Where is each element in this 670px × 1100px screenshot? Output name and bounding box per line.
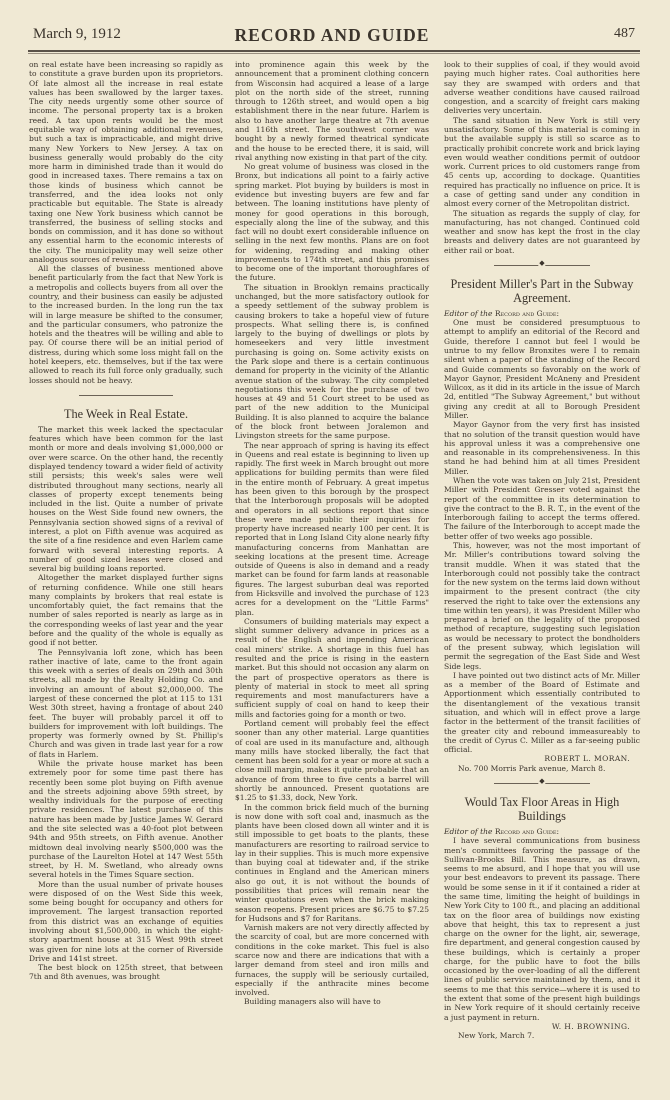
paragraph: In the common brick field much of the burning is now done with soft coal and, inasmuch as the plants have been closed down all winter and it is still impossible to get boats to the plants, these manufacturers are resorting to railroad service to lay in their supplies. This is much more expensive than buying coal at tidewater and, if the strike continues in England and the American miners also go out, it is not without the bounds of possibilities that prices will remain near the winter quotations even when the brick making season reopens. Present prices are $6.75 to $7.25 for Hudsons and $7 for Raritans. bbox=[235, 802, 429, 923]
section-divider bbox=[29, 385, 223, 405]
paragraph: I have several communications from business men's committees favoring the passage of the Sullivan-Brooks Bill. This measure, as drawn, seems to me absurd, and I hope that you will use your best endeavors to prevent its passage. There would be some sense in it if it contained a rider at the same time, limiting the height of buildings in New York City to 100 ft., and placing an additional tax on the floor area of buildings now existing above that height, this tax to represent a just charge on the owner for the light, air, sewerage, fire department, and general congestion caused by these buildings, which is certainly a proper charge, for the public have to foot the bills occasioned by the over-loading of all the different lines of public service maintained by them, and it seems to me that this service—where it is used to the extent that some of the present high buildings in New York require of it should certainly receive a just payment in return. bbox=[444, 836, 640, 1022]
paragraph: The best block on 125th street, that between 7th and 8th avenues, was brought bbox=[29, 963, 223, 982]
section-divider bbox=[444, 255, 640, 275]
letter-signature: ROBERT L. MORAN. bbox=[544, 754, 630, 764]
letter-place-date: No. 700 Morris Park avenue, March 8. bbox=[458, 763, 606, 773]
column-2 bbox=[235, 60, 429, 1007]
byline-prefix: Editor of the bbox=[444, 308, 493, 318]
byline-publication: Record and Guide: bbox=[494, 308, 560, 318]
letter-byline bbox=[444, 309, 640, 318]
paragraph: One must be considered presumptuous to attempt to amplify an editorial of the Record and Guide, therefore I cannot but feel I would be untrue to my fellow Bronxites were I to remain silent when a paper of the standing of the Record and Guide comments so favorably on the work of Mayor Gaynor, President McAneny and President Willcox, as it did in its article in the issue of March 2d, entitled "The Subway Agreement," but without giving any credit at all to Borough President Miller. bbox=[444, 318, 640, 420]
byline-publication: Record and Guide: bbox=[494, 826, 560, 836]
paragraph: Mayor Gaynor from the very first has insisted that no solution of the transit question would have his approval unless it was a comprehensive one and reasonable in its comprehensiveness. In this stand he had behind him at all times President Miller. bbox=[444, 420, 640, 476]
paragraph: All the classes of business mentioned above benefit particularly from the fact that New York is a metropolis and collects buyers from all over the country, and their business can easily be adjusted to the increased burden. In the long run the tax will in large measure be shifted to the consumer, and the particular consumers, who patronize the hotels and the theatres will be willing and able to pay. Of course there will be an initial period of distress, during which some loss might fall on the hotel keepers, etc. themselves, but if the tax were allowed to reach its full force only gradually, such losses should not be heavy. bbox=[29, 264, 223, 385]
byline-prefix: Editor of the bbox=[444, 826, 493, 836]
masthead: RECORD AND GUIDE bbox=[234, 25, 430, 45]
paragraph: The near approach of spring is having its effect in Queens and real estate is beginning to liven up rapidly. The first week in March brought out more applications for building permits than were filed in the entire month of February. A great impetus has been given to this borough by the prospect that the Interborough proposals will be adopted and operators in all sections report that since these were made public their inquiries for property have increased nearly 100 per cent. It is reported that in Long Island City alone nearly fifty manufacturing concerns from Manhattan are seeking locations at the present time. Acreage outside of Queens is also in demand and a ready market can be found for farm lands at reasonable figures. The largest suburban deal was reported from Hicksville and involved the purchase of 123 acres for a development on the "Little Farms" plan. bbox=[235, 440, 429, 617]
paragraph: When the vote was taken on July 21st, President Miller with President Gresser voted against the report of the committee in its determination to give the contract to the B. R. T., in the event of the Interborough failing to accept the terms offered. The failure of the Interborough to accept made the better offer of two weeks ago possible. bbox=[444, 475, 640, 541]
header-rule-thin bbox=[28, 53, 640, 54]
paragraph: into prominence again this week by the announcement that a prominent clothing concern from Wisconsin had acquired a lease of a large plot on the north side of the street, running through to 126th street, and would open a big establishment there in the near future. Harlem is also to have another large theatre at 7th avenue and 116th street. The southwest corner was bought by a newly formed theatrical syndicate and the house to be erected there, it is said, will rival anything now existing in that part of the city. bbox=[235, 60, 429, 162]
letter-signature: W. H. BROWNING. bbox=[551, 1021, 630, 1031]
paragraph: The sand situation in New York is still very unsatisfactory. Some of this material is coming in but the available supply is still so scarce as to practically prohibit concrete work and brick laying even would weather conditions permit of outdoor work. Current prices to old customers range from 45 cents up, according to dockage. Quantities required has practically no influence on price. It is a case of getting sand under any condition in almost every corner of the Metropolitan district. bbox=[444, 115, 640, 209]
paragraph: Altogether the market displayed further signs of returning confidence. While one still hears many complaints by brokers that real estate is uncomfortably quiet, the fact remains that the number of sales reported is nearly as large as in the corresponding weeks of last year and the year before and the quality of the whole is equally as good if not better. bbox=[29, 573, 223, 648]
paragraph: The situation in Brooklyn remains practically unchanged, but the more satisfactory outlook for a speedy settlement of the subway problem is causing brokers to take a hopeful view of future prospects. What selling there is, is confined largely to the buying of dwellings or plots by homeseekers and very little investment purchasing is going on. Some activity exists on the Park slope and there is a certain continuous demand for property in the vicinity of the Atlantic avenue station of the subway. The city completed negotiations this week for the purchase of two houses at 49 and 51 Court street to be used as part of the new addition to the Municipal Building. It is also planned to acquire the balance of the block front between Joralemon and Livingston streets for the same purpose. bbox=[235, 282, 429, 441]
section-divider bbox=[444, 773, 640, 793]
paragraph: Building managers also will have to bbox=[244, 997, 381, 1007]
paragraph: The situation as regards the supply of clay, for manufacturing, has not changed. Continued cold weather and snow has kept the frost in the clay breasts and delivery dates are not guaranteed by either rail or boat. bbox=[444, 208, 640, 255]
paragraph: Consumers of building materials may expect a slight summer delivery advance in prices as a result of the English and impending American coal miners' strike. A shortage in this fuel has resulted and the price is rising in the eastern market. But this should not occasion any alarm on the part of prospective operators as there is plenty of material in stock to meet all spring requirements and most manufacturers have a sufficient supply of coal on hand to keep their mills and factories going for a month or two. bbox=[235, 616, 429, 719]
column-3 bbox=[444, 60, 640, 1040]
paragraph: The market this week lacked the spectacular features which have been common for the last month or more and deals involving $1,000,000 or over were scarce. On the other hand, the recently displayed tendency toward a wider field of activity still persists; this week's sales were well distributed throughout many sections, nearly all classes of property except tenements being included in the list. Quite a number of private houses on the West Side found new owners, the Pennsylvania section showed signs of a revival of interest, a plot on Fifth avenue was acquired as the site of a fine residence and even Harlem came forward with several interesting reports. A number of good sized leases were closed and several big building loans reported. bbox=[29, 424, 223, 574]
header-rule bbox=[28, 50, 640, 52]
letter-heading: President Miller's Part in the Subway Agreement. bbox=[450, 276, 634, 305]
paragraph: This, however, was not the most important of Mr. Miller's contributions toward solving the transit muddle. When it was stated that the Interborough could not possibly take the contract for the new system on the terms laid down without impairment to the present contract (the city reserved the right to take over the extensions any time within ten years), it was President Miller who prepared a brief on the legality of the proposed method of recapture, suggesting such legislation as would be necessary to protect the bondholders of the present subway, which legislation will permit the segregation of the East Side and West Side legs. bbox=[444, 540, 640, 671]
paragraph: More than the usual number of private houses were disposed of on the West Side this week, some being bought for occupancy and others for improvement. The largest transaction reported from this district was an exchange of equities involving about $1,500,000, in which the eight-story apartment house at 315 West 99th street was given for nine lots at the corner of Riverside Drive and 141st street. bbox=[29, 879, 223, 963]
paragraph: While the private house market has been extremely poor for some time past there has recently been some plot buying on Fifth avenue and the streets adjoining above 59th street, by wealthy individuals for the purpose of erecting private residences. The latest purchase of this nature has been made by Justice James W. Gerard and the site selected was a 40-foot plot between 94th and 95th streets, on Fifth avenue. Another midtown deal involving nearly $500,000 was the purchase of the Laurelton Hotel at 147 West 55th street, by H. M. Swetland, who already owns several hotels in the Times Square section. bbox=[29, 758, 223, 880]
letter-heading: Would Tax Floor Areas in High Buildings bbox=[464, 794, 620, 823]
paragraph: Portland cement will probably feel the effect sooner than any other material. Large quantities of coal are used in its manufacture and, although many mills have stocked liberally, the fact that cement has been sold for a year or more at such a close mill margin, makes it quite probable that an advance of from three to five cents a barrel will shortly be announced. Present quotations are $1.25 to $1.33, dock, New York. bbox=[235, 718, 429, 803]
letter-byline bbox=[444, 827, 640, 836]
letter-place-date: New York, March 7. bbox=[458, 1031, 535, 1041]
paragraph: look to their supplies of coal, if they would avoid paying much higher rates. Coal authorities here say they are swamped with orders and that adverse weather conditions have caused railroad congestion, and a scarcity of freight cars making deliveries very uncertain. bbox=[444, 60, 640, 116]
paragraph: I have pointed out two distinct acts of Mr. Miller as a member of the Board of Estimate and Apportionment which essentially contributed to the disentanglement of the vexatious transit situation, and which will in effect prove a large factor in the betterment of the transit facilities of the greater city and rebound immeasureably to the credit of Cyrus C. Miller as a far-seeing public official. bbox=[444, 670, 640, 755]
column-1 bbox=[29, 60, 223, 982]
paragraph: No great volume of business was closed in the Bronx, but indications all point to a fairly active spring market. Plot buying by builders is most in evidence but investing buyers are few and far between. The loaning institutions have plenty of money for good operations in this borough, especially along the line of the subway, and this fact will no doubt exert considerable influence on selling in the next few months. Plans are on foot for widening, regrading and making other improvements to 174th street, and this promises to become one of the important thoroughfares of the future. bbox=[235, 162, 429, 283]
paragraph: Varnish makers are not very directly affected by the scarcity of coal, but are more concerned with conditions in the coke market. This fuel is also scarce now and there are indications that with a larger demand from steel and iron mills and furnaces, the supply will be seriously curtailed, especially if the anthracite mines become involved. bbox=[235, 923, 429, 998]
section-heading: The Week in Real Estate. bbox=[63, 406, 189, 421]
page-header bbox=[0, 0, 670, 60]
page-number: 487 bbox=[614, 26, 635, 41]
issue-date: March 9, 1912 bbox=[33, 26, 121, 42]
paragraph: The Pennsylvania loft zone, which has been rather inactive of late, came to the front again this week with a series of deals on 29th and 30th streets, all made by the Realty Holding Co. and involving an amount of about $2,000,000. The largest of these concerned the plot at 115 to 131 West 30th street, having a frontage of about 240 feet. The buyer will probably parcel it off to builders for improvement with loft buildings. The property was formerly owned by St. Phillip's Church and was given in trade last year for a row of flats in Harlem. bbox=[29, 647, 223, 759]
paragraph: on real estate have been increasing so rapidly as to constitute a grave burden upon its proprietors. Of late almost all the increase in real estate values has been swallowed by the larger taxes. The city needs urgently some other source of income. The personal property tax is a broken reed. A tax upon rents would be the most equitable way of obtaining additional revenues, but such a tax is impracticable, and might drive many New Yorkers to New Jersey. A tax on business generally would probably do the city more harm in diminished trade than it would do good in increased taxes. There remains a tax on those kinds of business which cannot be transferred, and the idea looks not only practicable but equitable. The State is already taxing one New York business which cannot be transferred, the business of selling stocks and bonds on commission, and it has done so without any essential harm to the economic interests of the city. The municipality may well seize other analogous sources of revenue. bbox=[29, 60, 223, 264]
